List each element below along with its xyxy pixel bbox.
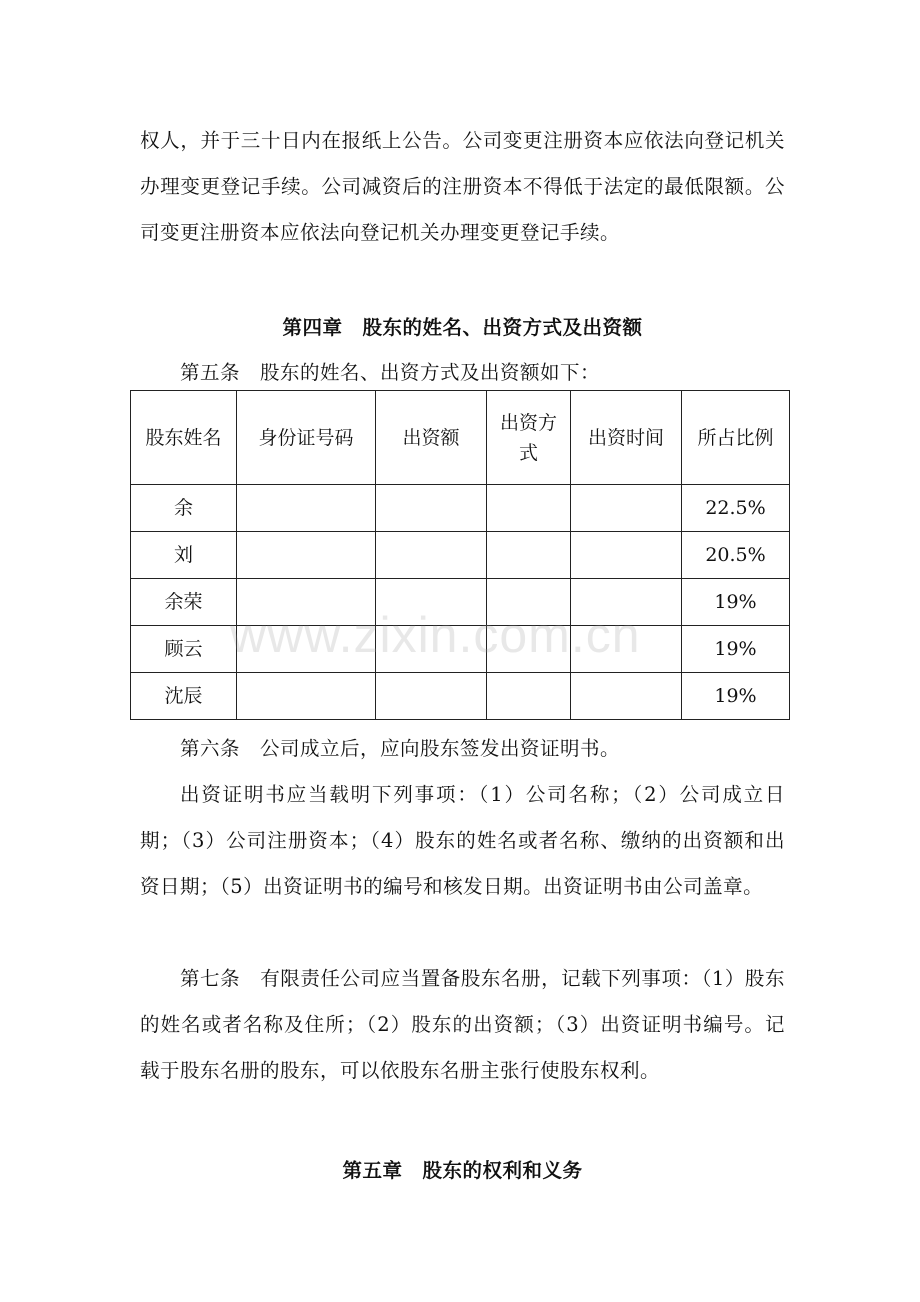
cell-ratio: 19% (682, 673, 790, 720)
chapter5-title: 第五章 股东的权利和义务 (342, 1159, 583, 1182)
chapter4-title: 第四章 股东的姓名、出资方式及出资额 (282, 316, 643, 339)
header-amount: 出资额 (376, 391, 487, 485)
cell-id (237, 579, 376, 626)
cell-name: 余 (131, 485, 237, 532)
article5-paragraph: 第五条 股东的姓名、出资方式及出资额如下： (180, 361, 601, 384)
table-header-row (131, 391, 790, 485)
cell-amount (376, 485, 487, 532)
header-id-number: 身份证号码 (237, 391, 376, 485)
cell-method (487, 485, 571, 532)
cell-time (571, 673, 682, 720)
cell-time (571, 579, 682, 626)
table-row (131, 673, 790, 720)
cell-amount (376, 579, 487, 626)
table-row (131, 626, 790, 673)
cell-name: 刘 (131, 532, 237, 579)
cell-id (237, 532, 376, 579)
header-ratio: 所占比例 (682, 391, 790, 485)
cell-ratio: 19% (682, 626, 790, 673)
table-row (131, 579, 790, 626)
table-row (131, 532, 790, 579)
cell-method (487, 626, 571, 673)
cell-id (237, 626, 376, 673)
header-name: 股东姓名 (131, 391, 237, 485)
cell-method (487, 673, 571, 720)
cell-name: 沈辰 (131, 673, 237, 720)
cell-id (237, 485, 376, 532)
cell-method (487, 579, 571, 626)
shareholder-table (130, 390, 790, 720)
cell-method (487, 532, 571, 579)
article6-paragraph: 第六条 公司成立后，应向股东签发出资证明书。 (180, 737, 621, 760)
cell-time (571, 485, 682, 532)
cell-ratio: 20.5% (682, 532, 790, 579)
header-method: 出资方式 (487, 391, 571, 485)
cell-amount (376, 673, 487, 720)
article7-paragraph: 第七条 有限责任公司应当置备股东名册，记载下列事项：（1）股东的姓名或者名称及住所；（2）股东的出资额；（3）出资证明书编号。记载于股东名册的股东，可以依股东名册主张行使股东权利。 (140, 967, 785, 1082)
cell-ratio: 19% (682, 579, 790, 626)
cell-amount (376, 626, 487, 673)
header-time: 出资时间 (571, 391, 682, 485)
intro-paragraph: 权人，并于三十日内在报纸上公告。公司变更注册资本应依法向登记机关办理变更登记手续。公司减资后的注册资本不得低于法定的最低限额。公司变更注册资本应依法向登记机关办理变更登记手续。 (140, 129, 785, 244)
cell-name: 顾云 (131, 626, 237, 673)
cell-amount (376, 532, 487, 579)
cell-time (571, 626, 682, 673)
cell-ratio: 22.5% (682, 485, 790, 532)
cell-name: 余荣 (131, 579, 237, 626)
cell-time (571, 532, 682, 579)
table-row (131, 485, 790, 532)
article6-detail-paragraph: 出资证明书应当载明下列事项：（1）公司名称；（2）公司成立日期；（3）公司注册资本；（4）股东的姓名或者名称、缴纳的出资额和出资日期；（5）出资证明书的编号和核发日期。出资证明书由公司盖章。 (140, 783, 785, 898)
watermark: www.zixin.com.cn (230, 607, 641, 663)
cell-id (237, 673, 376, 720)
